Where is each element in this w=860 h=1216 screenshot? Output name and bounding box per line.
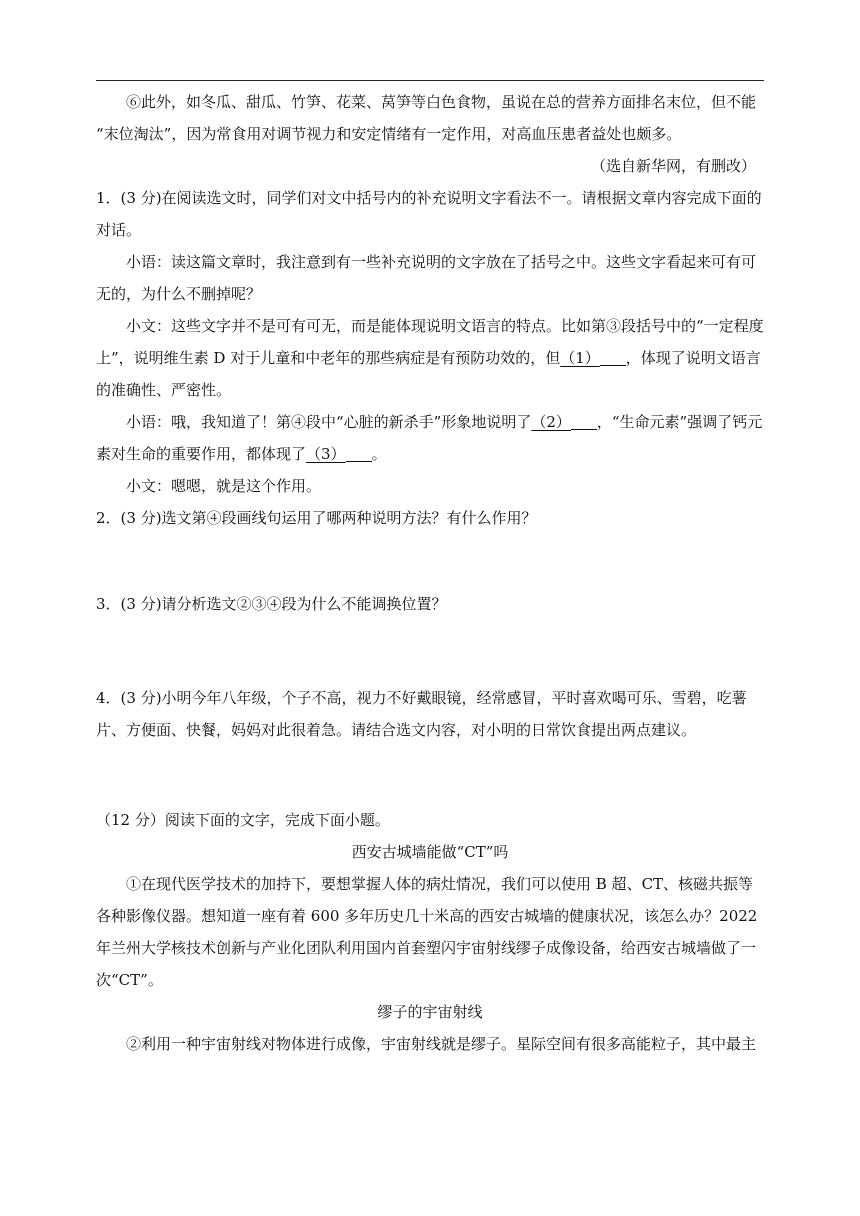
- question-1-stem: 1．(3 分)在阅读选文时，同学们对文中括号内的补充说明文字看法不一。请根据文章内容完成下面的对话。: [96, 189, 762, 239]
- answer-blank-2[interactable]: （2）: [531, 413, 571, 431]
- article-paragraph-2: ②利用一种宇宙射线对物体进行成像，宇宙射线就是缪子。星际空间有很多高能粒子，其中最主: [126, 1035, 757, 1053]
- document-page: [96, 86, 764, 1060]
- article-title: 西安古城墙能做“CT”吗: [351, 843, 509, 861]
- question-3: 3．(3 分)请分析选文②③④段为什么不能调换位置？: [96, 595, 447, 613]
- answer-blank-3[interactable]: （3）: [306, 445, 346, 463]
- header-rule: [96, 80, 764, 81]
- question-2: 2．(3 分)选文第④段画线句运用了哪两种说明方法？有什么作用？: [96, 509, 537, 527]
- question-4: 4．(3 分)小明今年八年级，个子不高，视力不好戴眼镜，经常感冒，平时喜欢喝可乐、雪碧，吃薯片、方便面、快餐，妈妈对此很着急。请结合选文内容，对小明的日常饮食提出两点建议。: [96, 689, 747, 739]
- answer-space-4[interactable]: [96, 746, 764, 804]
- paragraph-6-line1: ⑥此外，如冬瓜、甜瓜、竹笋、花菜、莴笋等白色食物，虽说在总的营养方面排名末位，但不能: [126, 93, 757, 111]
- answer-space-3[interactable]: [96, 620, 764, 682]
- dialogue-xiaowen-1: [96, 310, 764, 406]
- dialogue-xiaowen-2: 小文：嗯嗯，就是这个作用。: [126, 477, 322, 495]
- paragraph-6-line2: “末位淘汰”，因为常食用对调节视力和安定情绪有一定作用，对高血压患者益处也颇多。: [96, 125, 682, 143]
- dialogue-xiaoyu-2: [96, 406, 764, 470]
- answer-blank-1[interactable]: （1）: [560, 349, 600, 367]
- dialogue-xiaoyu-2-text-a: 小语：哦，我知道了！第④段中“心脏的新杀手”形象地说明了: [126, 413, 532, 431]
- dialogue-xiaoyu-2-text-c: 。: [371, 445, 387, 463]
- source-note: （选自新华网，有删改）: [590, 157, 756, 175]
- answer-blank-1-line: [600, 349, 626, 366]
- article-subtitle: 缪子的宇宙射线: [377, 1003, 483, 1021]
- dialogue-xiaoyu-1: 小语：读这篇文章时，我注意到有一些补充说明的文字放在了括号之中。这些文字看起来可有可无的，为什么不删掉呢？: [96, 253, 757, 303]
- article-paragraph-1: ①在现代医学技术的加持下，要想掌握人体的病灶情况，我们可以使用 B 超、CT、核磁共振等各种影像仪器。想知道一座有着 600 多年历史几十米高的西安古城墙的健康状况，该怎么办？2022 年兰州大学核技术创新与产业化团队利用国内首套塑闪宇宙射线缪子成像设备，给西安古城墙做了一次“CT”。: [96, 875, 758, 989]
- answer-blank-3-line: [346, 445, 372, 462]
- answer-space-2[interactable]: [96, 534, 764, 588]
- dialogue-xiaoyu-2-text-b: ，“生命元素”强调了钙元素对生命的重要作用，都体现了: [96, 413, 763, 463]
- dialogue-xiaowen-1-text-a: 小文：这些文字并不是可有可无，而是能体现说明文语言的特点。比如第③段括号中的“一定程度上”，说明维生素 D 对于儿童和中老年的那些病症是有预防功效的，但: [96, 317, 764, 367]
- dialogue-xiaowen-1-text-b: ，体现了说明文语言的准确性、严密性。: [96, 349, 761, 399]
- answer-blank-2-line: [571, 413, 597, 430]
- section-2-intro: （12 分）阅读下面的文字，完成下面小题。: [96, 811, 390, 829]
